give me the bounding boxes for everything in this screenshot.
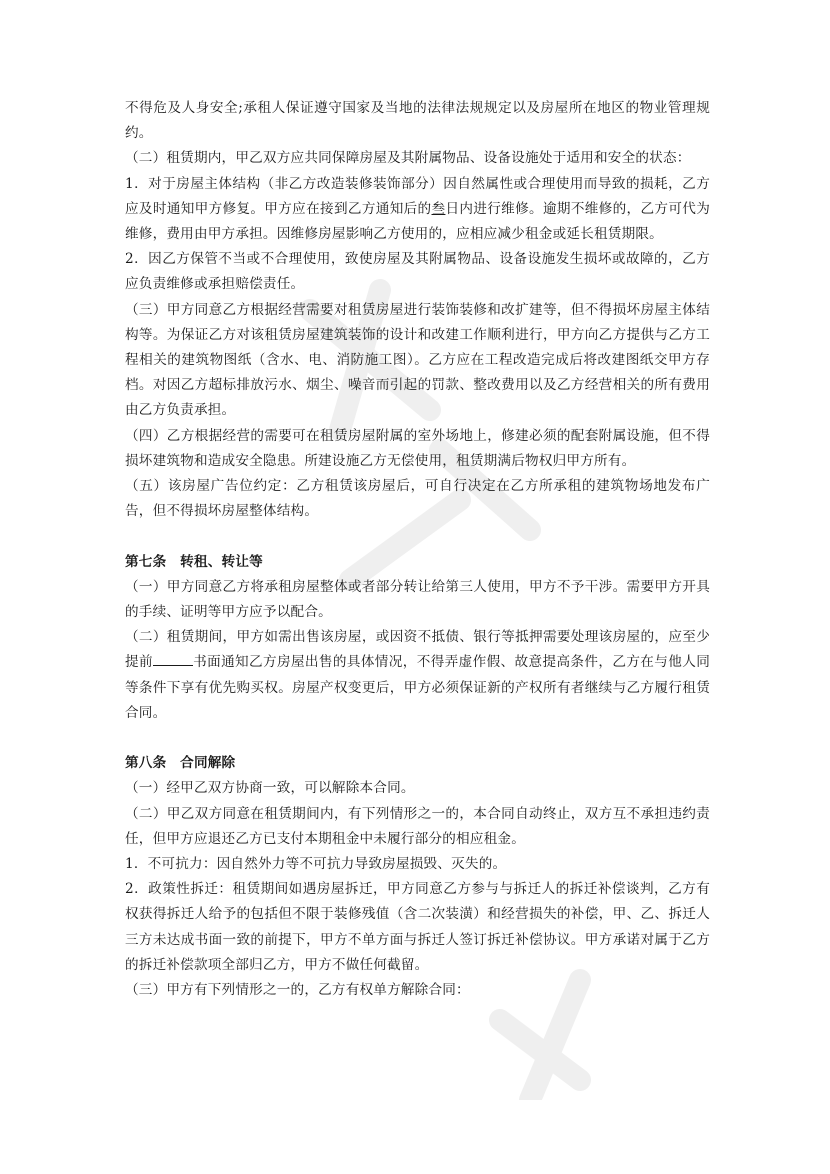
- clause-7-2-part-a: （二）租赁期间，甲方如需出售该房屋，或因资不抵债、银行等抵押需要处理该房屋的，应至少提前: [125, 629, 710, 671]
- notice-period-blank: [153, 653, 193, 666]
- document-page: [125, 96, 710, 1003]
- spacer: [125, 524, 710, 549]
- clause-6-2-item-1-part-a: 1．对于房屋主体结构（非乙方改造装修装饰部分）因自然属性或合理使用而导致的损耗，乙方应及时通知甲方修复。甲方应在接到乙方通知后的: [125, 175, 710, 217]
- clause-8-2-item-2: 2．政策性拆迁：租赁期间如遇房屋拆迁，甲方同意乙方参与与拆迁人的拆迁补偿谈判，乙方有权获得拆迁人给予的包括但不限于装修残值（含二次装潢）和经营损失的补偿，甲、乙、拆迁人三方未达成书面一致的前提下，甲方不单方面与拆迁人签订拆迁补偿协议。甲方承诺对属于乙方的拆迁补偿款项全部归乙方，甲方不做任何截留。: [125, 881, 710, 973]
- repair-days: 叁: [431, 200, 446, 217]
- clause-6-4: （四）乙方根据经营的需要可在租赁房屋附属的室外场地上，修建必须的配套附属设施，但不得损坏建筑物和造成安全隐患。所建设施乙方无偿使用，租赁期满后物权归甲方所有。: [125, 427, 710, 469]
- clause-6-2-item-1-part-b: 日内进行维修。逾期不维修的，乙方可代为维修，费用由甲方承担。因维修房屋影响乙方使用的，应相应减少租金或延长租赁期限。: [125, 200, 710, 243]
- clause-8-2-item-1: 1．不可抗力：因自然外力等不可抗力导致房屋损毁、灭失的。: [125, 856, 507, 873]
- clause-8-1: （一）经甲乙双方协商一致，可以解除本合同。: [125, 780, 415, 797]
- clause-7-2: [125, 625, 710, 726]
- article-8-heading: 第八条 合同解除: [125, 755, 236, 772]
- clause-8-2: （二）甲乙双方同意在租赁期间内，有下列情形之一的，本合同自动终止，双方互不承担违约责任，但甲方应退还乙方已支付本期租金中未履行部分的相应租金。: [125, 805, 710, 847]
- clause-6-2-item-1: [125, 172, 710, 248]
- paragraph-intro: 不得危及人身安全;承租人保证遵守国家及当地的法律法规规定以及房屋所在地区的物业管理规约。: [125, 100, 710, 142]
- spacer: [125, 726, 710, 751]
- clause-6-5: （五）该房屋广告位约定：乙方租赁该房屋后，可自行决定在乙方所承租的建筑物场地发布广告，但不得损坏房屋整体结构。: [125, 478, 710, 520]
- article-7-heading: 第七条 转租、转让等: [125, 553, 263, 570]
- clause-8-3: （三）甲方有下列情形之一的，乙方有权单方解除合同：: [125, 982, 470, 999]
- clause-6-2: （二）租赁期内，甲乙双方应共同保障房屋及其附属物品、设备设施处于适用和安全的状态：: [125, 150, 691, 167]
- clause-6-3: （三）甲方同意乙方根据经营需要对租赁房屋进行装饰装修和改扩建等，但不得损坏房屋主体结构等。为保证乙方对该租赁房屋建筑装饰的设计和改建工作顺利进行，甲方向乙方提供与乙方工程相关的建筑物图纸（含水、电、消防施工图）。乙方应在工程改造完成后将改建图纸交甲方存档。对因乙方超标排放污水、烟尘、噪音而引起的罚款、整改费用以及乙方经营相关的所有费用由乙方负责承担。: [125, 301, 710, 419]
- clause-7-2-part-b: 书面通知乙方房屋出售的具体情况，不得弄虚作假、故意提高条件，乙方在与他人同等条件下享有优先购买权。房屋产权变更后，甲方必须保证新的产权所有者继续与乙方履行租赁合同。: [125, 654, 710, 721]
- clause-7-1: （一）甲方同意乙方将承租房屋整体或者部分转让给第三人使用，甲方不予干涉。需要甲方开具的手续、证明等甲方应予以配合。: [125, 578, 710, 621]
- clause-6-2-item-2: 2．因乙方保管不当或不合理使用，致使房屋及其附属物品、设备设施发生损坏或故障的，乙方应负责维修或承担赔偿责任。: [125, 251, 710, 293]
